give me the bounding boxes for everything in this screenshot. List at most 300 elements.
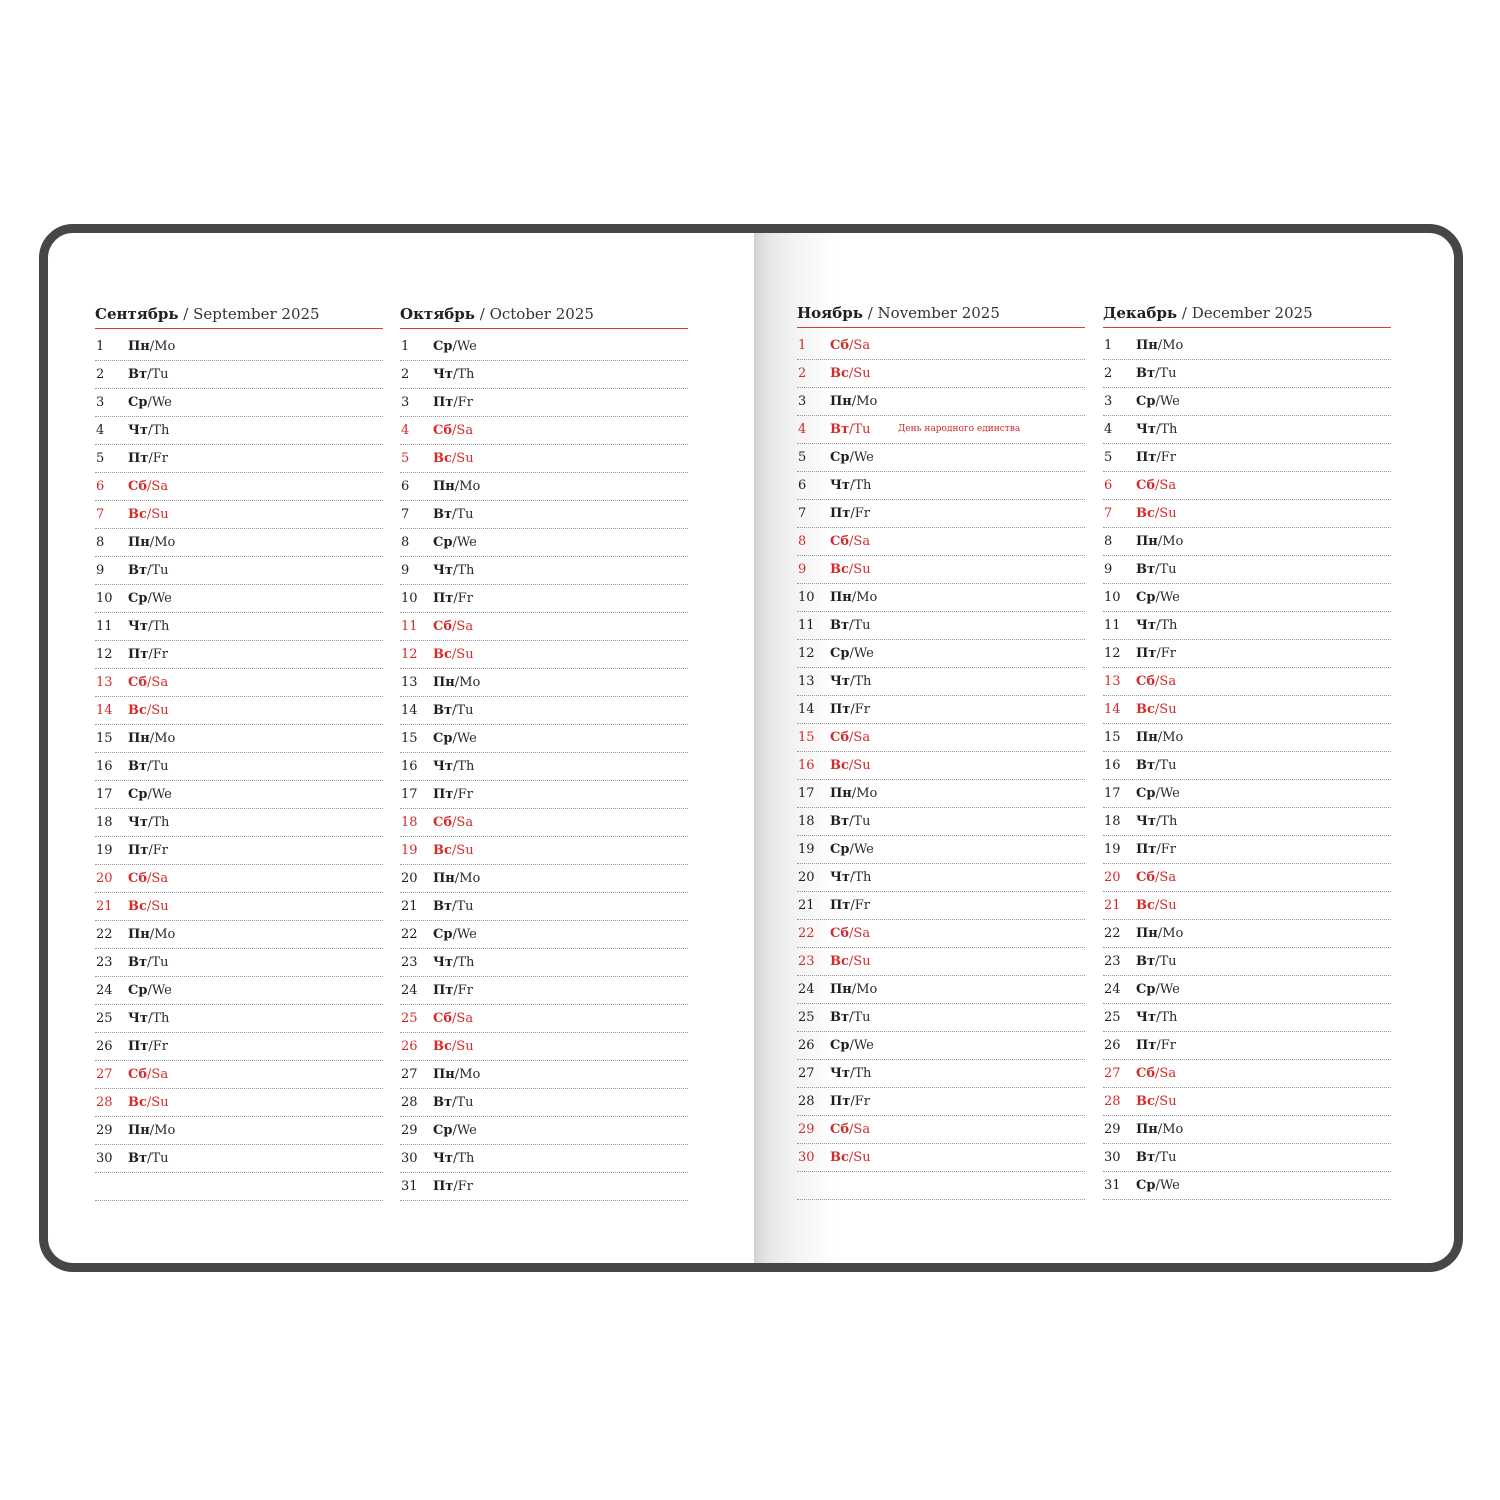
weekday-ru: Чт	[830, 870, 850, 885]
weekday-en: Fr	[152, 1039, 168, 1054]
weekday-ru: Пт	[830, 1094, 851, 1109]
weekday	[830, 416, 870, 443]
weekday	[433, 333, 477, 360]
weekday-en: Mo	[154, 535, 176, 550]
weekday	[1136, 1172, 1180, 1199]
day-number: 8	[96, 535, 105, 550]
day-number: 13	[401, 675, 418, 690]
weekday-separator: /	[148, 451, 153, 466]
day-number: 29	[798, 1122, 815, 1137]
weekday-separator: /	[453, 395, 458, 410]
weekday-en: We	[456, 339, 477, 354]
day-row	[95, 1005, 383, 1033]
weekday-ru: Пн	[1136, 926, 1158, 941]
day-row	[400, 893, 688, 921]
weekday-separator: /	[147, 1011, 153, 1026]
weekday-ru: Сб	[1136, 870, 1156, 885]
day-number: 15	[96, 731, 113, 746]
weekday-en: We	[151, 591, 172, 606]
weekday-ru: Пн	[128, 731, 150, 746]
day-row	[95, 389, 383, 417]
holiday-note: День народного единства	[898, 424, 1021, 434]
day-row	[95, 557, 383, 585]
weekday-en: We	[1159, 394, 1180, 409]
weekday	[830, 1060, 871, 1087]
weekday-ru: Вс	[1136, 1094, 1155, 1109]
weekday-en: Mo	[154, 1123, 176, 1138]
weekday-separator: /	[147, 983, 152, 998]
weekday-separator: /	[848, 758, 854, 773]
weekday	[830, 360, 871, 387]
weekday-en: Sa	[456, 619, 474, 634]
day-row	[400, 1089, 688, 1117]
weekday-en: Su	[1159, 702, 1177, 717]
weekday-ru: Пн	[433, 479, 455, 494]
weekday-en: Tu	[151, 955, 169, 970]
weekday-en: Mo	[459, 479, 481, 494]
weekday	[1136, 528, 1183, 555]
weekday-en: Fr	[457, 395, 473, 410]
weekday-separator: /	[453, 983, 458, 998]
weekday	[433, 473, 480, 500]
weekday-ru: Вс	[433, 1039, 452, 1054]
weekday-separator: /	[451, 647, 457, 662]
day-number: 22	[1104, 926, 1121, 941]
weekday-separator: /	[1155, 1150, 1160, 1165]
month-title-ru: Ноябрь	[797, 304, 863, 322]
weekday-en: Th	[1160, 618, 1178, 633]
month-december	[1103, 303, 1391, 1200]
day-row	[400, 641, 688, 669]
weekday	[433, 1145, 474, 1172]
weekday-en: Tu	[1159, 758, 1177, 773]
month-title-separator: /	[479, 305, 490, 323]
weekday-separator: /	[452, 899, 457, 914]
weekday	[830, 724, 870, 751]
day-row	[797, 640, 1085, 668]
day-number: 6	[401, 479, 410, 494]
day-number: 11	[96, 619, 113, 634]
weekday-ru: Сб	[128, 871, 148, 886]
day-number: 24	[401, 983, 418, 998]
day-list	[1103, 332, 1391, 1200]
weekday-ru: Пт	[128, 647, 149, 662]
day-row	[95, 697, 383, 725]
day-number: 17	[96, 787, 113, 802]
weekday-ru: Чт	[433, 563, 453, 578]
weekday-en: Tu	[456, 507, 474, 522]
weekday-separator: /	[851, 590, 857, 605]
weekday	[128, 1061, 168, 1088]
day-row	[95, 501, 383, 529]
weekday	[830, 1032, 874, 1059]
weekday-separator: /	[452, 1095, 457, 1110]
day-number: 7	[96, 507, 105, 522]
weekday	[128, 949, 168, 976]
weekday-en: Fr	[457, 983, 473, 998]
day-row	[797, 696, 1085, 724]
day-number: 12	[96, 647, 113, 662]
day-number: 28	[401, 1095, 418, 1110]
day-row	[797, 612, 1085, 640]
weekday	[128, 445, 168, 472]
weekday-separator: /	[147, 815, 153, 830]
weekday-separator: /	[147, 619, 153, 634]
day-row	[1103, 976, 1391, 1004]
month-november	[797, 303, 1085, 1200]
weekday-en: We	[456, 535, 477, 550]
weekday-separator: /	[1156, 1038, 1161, 1053]
weekday-en: We	[853, 646, 874, 661]
weekday-en: Fr	[1160, 842, 1176, 857]
weekday-separator: /	[452, 1123, 457, 1138]
weekday-ru: Сб	[128, 675, 148, 690]
weekday-ru: Вт	[1136, 562, 1156, 577]
weekday-ru: Пн	[1136, 534, 1158, 549]
day-number: 17	[1104, 786, 1121, 801]
weekday	[433, 585, 473, 612]
weekday-en: We	[151, 395, 172, 410]
day-row	[1103, 332, 1391, 360]
weekday-en: Su	[1159, 1094, 1177, 1109]
weekday	[1136, 976, 1180, 1003]
day-row	[400, 697, 688, 725]
day-number: 20	[401, 871, 418, 886]
day-number: 20	[798, 870, 815, 885]
weekday	[433, 613, 473, 640]
day-row	[1103, 416, 1391, 444]
weekday	[830, 1004, 870, 1031]
weekday	[433, 1005, 473, 1032]
month-title	[400, 304, 688, 329]
weekday	[1136, 556, 1176, 583]
day-row	[95, 837, 383, 865]
day-row	[1103, 892, 1391, 920]
weekday-separator: /	[149, 339, 155, 354]
day-row	[797, 1088, 1085, 1116]
day-number: 10	[1104, 590, 1121, 605]
weekday-separator: /	[849, 618, 854, 633]
weekday-en: Mo	[1162, 926, 1184, 941]
weekday	[128, 921, 175, 948]
weekday	[1136, 696, 1177, 723]
weekday-separator: /	[148, 843, 153, 858]
day-row	[797, 948, 1085, 976]
weekday-en: Fr	[854, 506, 870, 521]
day-row	[797, 836, 1085, 864]
day-row	[400, 557, 688, 585]
weekday-en: Sa	[151, 1067, 169, 1082]
weekday-en: Su	[456, 647, 474, 662]
weekday-ru: Сб	[433, 815, 453, 830]
weekday-ru: Ср	[433, 1123, 453, 1138]
weekday-en: Su	[456, 1039, 474, 1054]
day-row	[1103, 388, 1391, 416]
weekday-ru: Пн	[128, 1123, 150, 1138]
day-row	[797, 1060, 1085, 1088]
day-row	[95, 1145, 383, 1173]
weekday-ru: Пт	[433, 1179, 454, 1194]
day-number: 25	[96, 1011, 113, 1026]
weekday-ru: Вт	[830, 1010, 850, 1025]
weekday-ru: Пн	[830, 982, 852, 997]
weekday-separator: /	[452, 507, 457, 522]
weekday	[1136, 640, 1176, 667]
weekday-ru: Сб	[1136, 1066, 1156, 1081]
weekday-separator: /	[1155, 590, 1160, 605]
weekday-ru: Вт	[128, 1151, 148, 1166]
weekday-ru: Вс	[433, 843, 452, 858]
day-row	[1103, 752, 1391, 780]
day-number: 30	[1104, 1150, 1121, 1165]
weekday	[128, 809, 169, 836]
weekday-ru: Вт	[433, 703, 453, 718]
weekday-separator: /	[1155, 674, 1160, 689]
day-row	[1103, 836, 1391, 864]
planner-spread	[39, 224, 1463, 1272]
day-row	[95, 445, 383, 473]
weekday-en: Su	[853, 758, 871, 773]
weekday-en: Th	[854, 870, 872, 885]
day-number: 26	[1104, 1038, 1121, 1053]
weekday-ru: Вс	[830, 954, 849, 969]
day-row	[1103, 528, 1391, 556]
weekday-ru: Вс	[830, 366, 849, 381]
weekday-ru: Вс	[1136, 506, 1155, 521]
weekday	[128, 557, 168, 584]
day-number: 29	[401, 1123, 418, 1138]
weekday-separator: /	[148, 647, 153, 662]
weekday-separator: /	[1155, 982, 1160, 997]
day-row	[1103, 640, 1391, 668]
day-row	[797, 360, 1085, 388]
weekday-separator: /	[849, 674, 855, 689]
weekday-ru: Чт	[433, 955, 453, 970]
day-number: 25	[1104, 1010, 1121, 1025]
day-row	[400, 361, 688, 389]
weekday-separator: /	[451, 1039, 457, 1054]
weekday-ru: Вт	[128, 955, 148, 970]
month-title	[797, 303, 1085, 328]
day-row	[797, 500, 1085, 528]
weekday-en: Fr	[152, 451, 168, 466]
weekday-separator: /	[1154, 702, 1160, 717]
weekday-separator: /	[147, 591, 152, 606]
day-number: 7	[1104, 506, 1113, 521]
day-number: 28	[96, 1095, 113, 1110]
weekday-separator: /	[849, 1122, 854, 1137]
day-number: 9	[798, 562, 807, 577]
weekday	[433, 529, 477, 556]
weekday-separator: /	[147, 871, 152, 886]
weekday-ru: Чт	[830, 478, 850, 493]
weekday-ru: Пт	[1136, 1038, 1157, 1053]
weekday-ru: Ср	[433, 339, 453, 354]
weekday-en: Tu	[151, 367, 169, 382]
weekday	[830, 920, 870, 947]
day-number: 18	[96, 815, 113, 830]
weekday-separator: /	[851, 982, 857, 997]
weekday	[128, 473, 168, 500]
weekday	[433, 893, 473, 920]
day-row	[400, 725, 688, 753]
day-number: 27	[1104, 1066, 1121, 1081]
day-number: 14	[798, 702, 815, 717]
day-number: 5	[401, 451, 410, 466]
weekday-ru: Ср	[1136, 590, 1156, 605]
weekday-en: Fr	[457, 591, 473, 606]
day-number: 6	[96, 479, 105, 494]
weekday-ru: Вт	[1136, 1150, 1156, 1165]
weekday-ru: Чт	[1136, 422, 1156, 437]
weekday-ru: Сб	[830, 338, 850, 353]
weekday-ru: Чт	[128, 619, 148, 634]
weekday-en: Th	[457, 759, 475, 774]
weekday-separator: /	[1156, 646, 1161, 661]
weekday-en: Tu	[456, 703, 474, 718]
weekday	[128, 585, 172, 612]
weekday-separator: /	[149, 1123, 155, 1138]
weekday-separator: /	[453, 591, 458, 606]
weekday-ru: Ср	[830, 842, 850, 857]
day-number: 27	[401, 1067, 418, 1082]
weekday-en: Su	[151, 1095, 169, 1110]
day-row	[1103, 1088, 1391, 1116]
day-list	[95, 333, 383, 1201]
day-list	[400, 333, 688, 1201]
weekday-en: We	[1159, 786, 1180, 801]
weekday-ru: Пн	[433, 1067, 455, 1082]
weekday-ru: Ср	[128, 591, 148, 606]
weekday-separator: /	[849, 926, 854, 941]
month-title-separator: /	[867, 304, 878, 322]
weekday-separator: /	[1155, 562, 1160, 577]
weekday-separator: /	[848, 562, 854, 577]
day-row	[95, 781, 383, 809]
day-row	[1103, 724, 1391, 752]
weekday-separator: /	[452, 1011, 457, 1026]
weekday-separator: /	[851, 786, 857, 801]
weekday-en: Fr	[1160, 646, 1176, 661]
weekday-ru: Сб	[830, 1122, 850, 1137]
weekday-en: Fr	[1160, 1038, 1176, 1053]
day-row	[95, 473, 383, 501]
weekday-separator: /	[849, 814, 854, 829]
weekday-separator: /	[146, 703, 152, 718]
day-row	[1103, 612, 1391, 640]
weekday	[128, 389, 172, 416]
day-number: 21	[798, 898, 815, 913]
weekday-separator: /	[149, 927, 155, 942]
weekday-separator: /	[848, 1150, 854, 1165]
weekday	[830, 444, 874, 471]
weekday-en: Mo	[154, 339, 176, 354]
weekday	[1136, 724, 1183, 751]
day-row	[400, 417, 688, 445]
weekday-ru: Сб	[128, 1067, 148, 1082]
weekday-ru: Вс	[830, 758, 849, 773]
weekday-separator: /	[1157, 338, 1163, 353]
weekday-ru: Сб	[830, 926, 850, 941]
day-row	[400, 529, 688, 557]
day-row	[95, 669, 383, 697]
day-row	[797, 388, 1085, 416]
weekday-separator: /	[1154, 506, 1160, 521]
day-number: 30	[401, 1151, 418, 1166]
weekday-en: Th	[457, 955, 475, 970]
day-number: 20	[1104, 870, 1121, 885]
weekday-ru: Пн	[128, 339, 150, 354]
weekday-en: Su	[456, 451, 474, 466]
day-number: 29	[1104, 1122, 1121, 1137]
day-list	[797, 332, 1085, 1200]
day-row	[95, 1033, 383, 1061]
weekday-en: Fr	[457, 787, 473, 802]
weekday-ru: Сб	[433, 619, 453, 634]
weekday-separator: /	[147, 367, 152, 382]
weekday-ru: Сб	[433, 1011, 453, 1026]
weekday-separator: /	[147, 479, 152, 494]
weekday	[433, 641, 474, 668]
day-number: 6	[798, 478, 807, 493]
day-number: 24	[1104, 982, 1121, 997]
weekday	[1136, 836, 1176, 863]
weekday-separator: /	[147, 675, 152, 690]
weekday-en: Fr	[854, 1094, 870, 1109]
weekday-ru: Вс	[433, 451, 452, 466]
weekday	[1136, 416, 1177, 443]
weekday	[128, 725, 175, 752]
weekday-ru: Чт	[1136, 618, 1156, 633]
day-row	[95, 977, 383, 1005]
weekday-ru: Вт	[128, 759, 148, 774]
weekday-separator: /	[1156, 450, 1161, 465]
day-number: 12	[798, 646, 815, 661]
weekday-separator: /	[1155, 366, 1160, 381]
weekday-en: Tu	[1159, 954, 1177, 969]
weekday	[128, 613, 169, 640]
month-october	[400, 304, 688, 1201]
day-row	[400, 1145, 688, 1173]
weekday-ru: Ср	[433, 731, 453, 746]
day-number: 10	[96, 591, 113, 606]
weekday-separator: /	[149, 731, 155, 746]
weekday-en: We	[1159, 1178, 1180, 1193]
day-row	[797, 864, 1085, 892]
weekday-en: We	[151, 983, 172, 998]
day-row	[1103, 1004, 1391, 1032]
weekday	[830, 1088, 870, 1115]
weekday-en: Sa	[456, 815, 474, 830]
weekday	[433, 361, 474, 388]
day-number: 30	[96, 1151, 113, 1166]
day-row	[400, 501, 688, 529]
day-number: 4	[401, 423, 410, 438]
weekday-separator: /	[1155, 618, 1161, 633]
weekday-separator: /	[453, 787, 458, 802]
day-row	[797, 1116, 1085, 1144]
weekday	[433, 753, 474, 780]
weekday-en: Th	[1160, 422, 1178, 437]
weekday-en: Tu	[853, 814, 871, 829]
weekday-separator: /	[452, 367, 458, 382]
weekday-en: Th	[1160, 814, 1178, 829]
weekday-ru: Пн	[1136, 338, 1158, 353]
weekday-separator: /	[452, 619, 457, 634]
day-number: 15	[798, 730, 815, 745]
day-row	[400, 921, 688, 949]
weekday-en: Su	[1159, 898, 1177, 913]
